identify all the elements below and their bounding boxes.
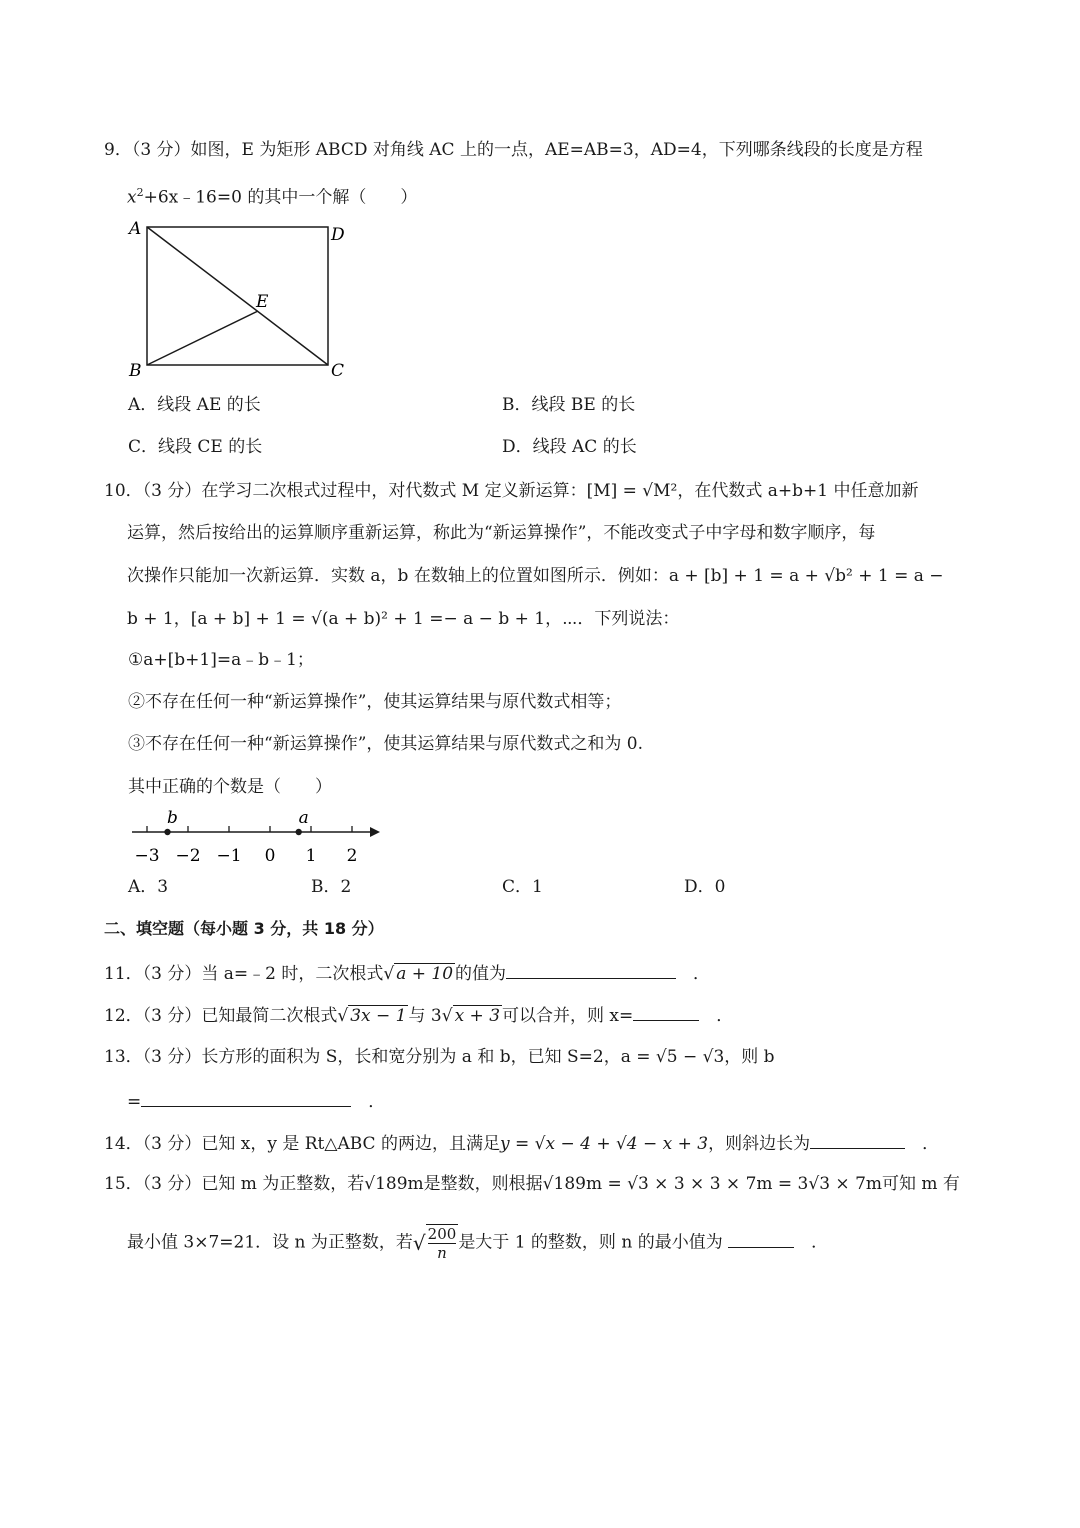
number-line-tick-label: 1	[305, 846, 317, 866]
label-b: B	[129, 361, 142, 381]
label-a: A	[129, 219, 142, 239]
q15-answer-blank[interactable]	[728, 1229, 794, 1248]
point-b	[164, 829, 170, 835]
q10-option-b[interactable]: B．2	[311, 877, 352, 897]
q10-statement-2: ②不存在任何一种“新运算操作”，使其运算结果与原代数式相等；	[128, 692, 622, 712]
number-line-tick-label: −3	[134, 846, 160, 866]
q10-stem-line3: 次操作只能加一次新运算．实数 a，b 在数轴上的位置如图所示．例如：a + [b] + 1 = a + √b² + 1 = a −	[127, 566, 944, 586]
q10-option-a[interactable]: A．3	[128, 877, 169, 897]
number-line	[120, 805, 390, 870]
section-title: 二、填空题（每小题 3 分，共 18 分）	[104, 919, 384, 938]
q13-line2: = ．	[127, 1088, 385, 1114]
q10-option-c[interactable]: C．1	[502, 877, 543, 897]
number-line-tick-label: 0	[264, 846, 276, 866]
q13-answer-blank[interactable]	[141, 1088, 351, 1107]
label-e: E	[256, 292, 269, 312]
point-a-label: a	[298, 808, 309, 828]
q11: 11．（3 分）当 a=﹣2 时，二次根式√ a + 10 的值为 ．	[104, 960, 710, 986]
q12: 12．（3 分）已知最简二次根式√ 3x − 1 与 3√ x + 3 可以合并，则 x= ．	[104, 1002, 733, 1028]
q15-fraction: $\frac{200}{n}$	[427, 1225, 457, 1262]
q9-stem-line2: $x^2+6x﹣16=0$ 的其中一个解（ ）	[127, 186, 418, 208]
q11-answer-blank[interactable]	[506, 960, 676, 979]
point-a	[296, 829, 302, 835]
q9-stem-line1: 9．（3 分）如图，E 为矩形 ABCD 对角线 AC 上的一点，AE=AB=3，AD=4，下列哪条线段的长度是方程	[104, 140, 923, 160]
rectangle-figure	[120, 212, 360, 382]
segment-be	[147, 311, 258, 365]
q9-option-d[interactable]: D．线段 AC 的长	[502, 437, 637, 457]
q10-statement-1: ①a+[b+1]=a﹣b﹣1；	[128, 650, 314, 670]
q10-prompt: 其中正确的个数是（ ）	[128, 777, 332, 797]
q10-stem-line4: b + 1，[a + b] + 1 = √(a + b)² + 1 =− a − b + 1，⋯．下列说法：	[127, 609, 680, 629]
q9-option-a[interactable]: A．线段 AE 的长	[128, 395, 261, 415]
q10-statement-3: ③不存在任何一种“新运算操作”，使其运算结果与原代数式之和为 0.	[128, 734, 644, 754]
number-line-tick-label: 2	[346, 846, 358, 866]
number-line-arrow	[370, 827, 380, 837]
q12-answer-blank[interactable]	[633, 1002, 699, 1021]
q10-option-d[interactable]: D．0	[684, 877, 726, 897]
diagonal-ac	[147, 227, 328, 365]
q9-option-c[interactable]: C．线段 CE 的长	[128, 437, 263, 457]
q14: 14．（3 分）已知 x，y 是 Rt△ABC 的两边，且满足y = √x − 4 + √4 − x + 3，则斜边长为 ．	[104, 1130, 939, 1156]
q15-line1: 15．（3 分）已知 m 为正整数，若√189m是整数，则根据√189m = √3 × 3 × 3 × 7m = 3√3 × 7m可知 m 有	[104, 1174, 960, 1194]
q10-stem-line2: 运算，然后按给出的运算顺序重新运算，称此为“新运算操作”，不能改变式子中字母和数字顺序，每	[127, 523, 876, 543]
number-line-tick-label: −2	[175, 846, 201, 866]
label-d: D	[331, 225, 345, 245]
q14-answer-blank[interactable]	[810, 1130, 905, 1149]
label-c: C	[331, 361, 345, 381]
q15-line2: 最小值 3×7=21．设 n 为正整数，若√ $\frac{200}{n}$ 是大于 1 的整数，则 n 的最小值为 ．	[127, 1225, 829, 1262]
q9-option-b[interactable]: B．线段 BE 的长	[502, 395, 636, 415]
q13-line1: 13．（3 分）长方形的面积为 S，长和宽分别为 a 和 b，已知 S=2，a = √5 − √3，则 b	[104, 1047, 775, 1067]
number-line-tick-label: −1	[216, 846, 242, 866]
point-b-label: b	[167, 808, 178, 828]
q10-stem-line1: 10．（3 分）在学习二次根式过程中，对代数式 M 定义新运算：[M] = √M²，在代数式 a+b+1 中任意加新	[104, 481, 919, 501]
